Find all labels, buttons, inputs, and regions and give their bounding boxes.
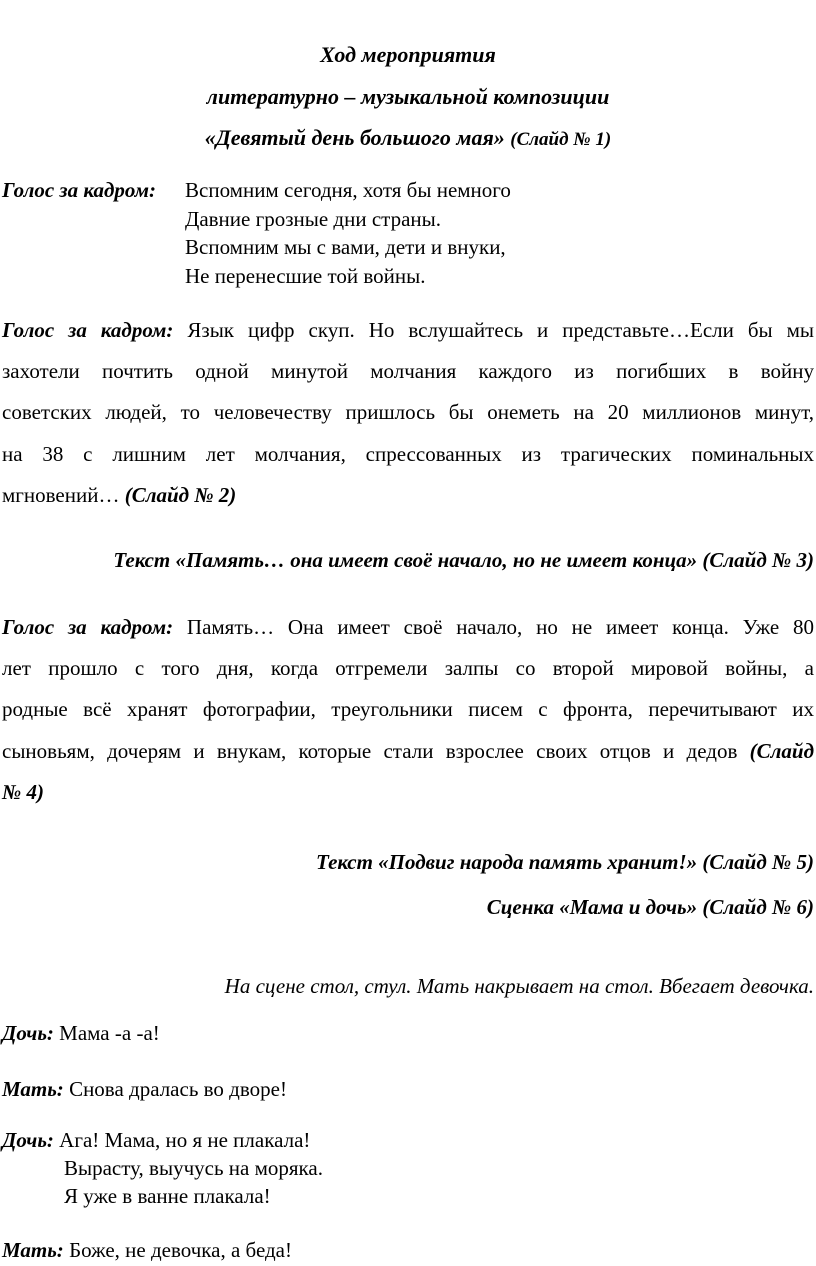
speaker-label: Мать: [2, 1238, 64, 1262]
speaker-label: Голос за кадром: [2, 178, 156, 202]
paragraph-row: советских людей, то человечеству пришлось бы онеметь на 20 миллионов минут, [2, 400, 814, 425]
dialogue-line: Мать: Снова дралась во дворе! [2, 1077, 287, 1101]
verse-line: Вспомним мы с вами, дети и внуки, [185, 235, 506, 259]
verse-line: Вспомним сегодня, хотя бы немного [185, 178, 511, 202]
slide-ref: (Слайд [749, 738, 815, 763]
dialogue-line: Мать: Боже, не девочка, а беда! [2, 1238, 292, 1262]
slide-ref: № 4) [2, 779, 44, 804]
speaker-label: Мать: [2, 1077, 64, 1101]
dialogue-line: Дочь: Ага! Мама, но я не плакала! [2, 1128, 311, 1152]
verse-line: Не перенесшие той войны. [185, 264, 426, 288]
speaker-label: Дочь: [2, 1128, 54, 1152]
section-heading-text-3: Текст «Память… она имеет своё начало, но не имеет конца» (Слайд № 3) [113, 548, 814, 572]
dialogue-line: Дочь: Мама -а -а! [2, 1021, 160, 1045]
speaker-label: Дочь: [2, 1021, 54, 1045]
speaker-label: Голос за кадром: [2, 615, 174, 639]
paragraph-row: сыновьям, дочерям и внукам, которые стали взрослее своих отцов и дедов (Слайд [2, 738, 815, 763]
title-slide-ref: (Слайд № 1) [510, 129, 612, 150]
paragraph-row: Голос за кадром: Память… Она имеет своё начало, но не имеет конца. Уже 80 [2, 615, 815, 639]
dialogue-line: Вырасту, выучусь на моряка. [64, 1156, 324, 1180]
section-heading-text-5: Текст «Подвиг народа память хранит!» (Слайд № 5) [316, 850, 814, 874]
title-line-1: Ход мероприятия [320, 42, 496, 67]
paragraph-row: мгновений… (Слайд № 2) [2, 482, 237, 507]
paragraph-row: лет прошло с того дня, когда отгремели залпы со второй мировой войны, а [2, 656, 814, 681]
verse-line: Давние грозные дни страны. [185, 207, 442, 231]
title-line-2: литературно – музыкальной композиции [206, 84, 610, 109]
title-line-3 [0, 119, 816, 159]
dialogue-line: Я уже в ванне плакала! [64, 1184, 271, 1208]
paragraph-row: на 38 с лишним лет молчания, спрессованных из трагических поминальных [2, 441, 814, 466]
paragraph-row: Голос за кадром: Язык цифр скуп. Но вслушайтесь и представьте…Если бы мы [2, 318, 814, 342]
paragraph-block-2 [2, 310, 814, 516]
stage-direction: На сцене стол, стул. Мать накрывает на стол. Вбегает девочка. [224, 974, 814, 998]
paragraph-row: захотели почтить одной минутой молчания каждого из погибших в войну [2, 359, 814, 384]
paragraph-row [2, 772, 814, 813]
paragraph-row: родные всё хранят фотографии, треугольники писем с фронта, перечитывают их [2, 697, 814, 722]
speaker-label: Голос за кадром: [2, 318, 174, 342]
paragraph-block-3 [2, 607, 814, 813]
slide-ref: (Слайд № 2) [124, 482, 237, 507]
section-heading-scene-6: Сценка «Мама и дочь» (Слайд № 6) [486, 895, 814, 919]
title-name: «Девятый день большого мая» [204, 125, 505, 150]
